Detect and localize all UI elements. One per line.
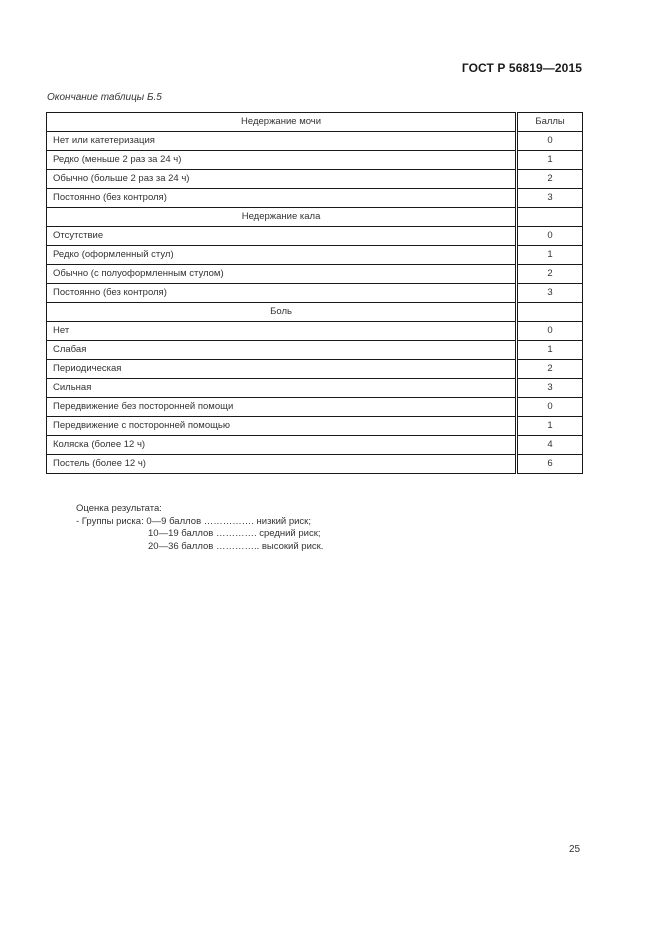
table-row [47, 455, 583, 474]
row-score: 3 [517, 284, 583, 303]
row-score: 2 [517, 360, 583, 379]
row-score: 3 [517, 189, 583, 208]
table-row [47, 436, 583, 455]
row-score: 1 [517, 151, 583, 170]
notes-title-row [76, 503, 323, 516]
score-column-header: Баллы [517, 113, 583, 132]
risk-groups-prefix: - Группы риска: [76, 515, 147, 527]
row-score: 6 [517, 455, 583, 474]
table-row [47, 417, 583, 436]
score-table [46, 112, 583, 474]
row-label: Редко (оформленный стул) [47, 246, 517, 265]
result-evaluation-notes [76, 503, 323, 553]
risk-group-row [76, 528, 323, 541]
section-title: Недержание мочи [47, 113, 517, 132]
notes-title: Оценка результата: [76, 503, 162, 514]
row-score: 1 [517, 341, 583, 360]
page-number: 25 [569, 844, 581, 855]
row-label: Постоянно (без контроля) [47, 189, 517, 208]
section-score-empty [517, 208, 583, 227]
table-row [47, 227, 583, 246]
row-label: Обычно (с полуоформленным стулом) [47, 265, 517, 284]
section-score-empty [517, 303, 583, 322]
row-score: 1 [517, 417, 583, 436]
risk-group-row [76, 516, 323, 529]
row-label: Отсутствие [47, 227, 517, 246]
row-score: 0 [517, 227, 583, 246]
row-label: Периодическая [47, 360, 517, 379]
table-row [47, 322, 583, 341]
indent-spacer [76, 541, 148, 554]
risk-group-high: 20—36 баллов ………….. высокий риск. [148, 540, 324, 552]
table-row [47, 284, 583, 303]
indent-spacer [76, 528, 148, 541]
row-score: 0 [517, 398, 583, 417]
row-label: Обычно (больше 2 раз за 24 ч) [47, 170, 517, 189]
row-label: Передвижение без посторонней помощи [47, 398, 517, 417]
section-header-row [47, 208, 583, 227]
row-label: Нет [47, 322, 517, 341]
row-score: 0 [517, 132, 583, 151]
table-row [47, 246, 583, 265]
risk-group-low: 0—9 баллов ……………. низкий риск; [146, 515, 311, 527]
section-title: Недержание кала [47, 208, 517, 227]
row-label: Нет или катетеризация [47, 132, 517, 151]
row-score: 2 [517, 170, 583, 189]
row-score: 3 [517, 379, 583, 398]
table-row [47, 265, 583, 284]
row-score: 4 [517, 436, 583, 455]
risk-group-medium: 10—19 баллов …………. средний риск; [148, 528, 321, 539]
section-title: Боль [47, 303, 517, 322]
row-label: Коляска (более 12 ч) [47, 436, 517, 455]
table-row [47, 151, 583, 170]
section-header-row [47, 113, 583, 132]
row-score: 2 [517, 265, 583, 284]
table-caption: Окончание таблицы Б.5 [47, 92, 162, 103]
risk-group-row [76, 541, 323, 554]
row-label: Постоянно (без контроля) [47, 284, 517, 303]
table-row [47, 398, 583, 417]
document-standard-number: ГОСТ Р 56819—2015 [461, 61, 582, 75]
table-row [47, 189, 583, 208]
table-row [47, 132, 583, 151]
table-row [47, 341, 583, 360]
row-label: Постель (более 12 ч) [47, 455, 517, 474]
table-row [47, 170, 583, 189]
table-row [47, 379, 583, 398]
row-score: 1 [517, 246, 583, 265]
row-label: Слабая [47, 341, 517, 360]
section-header-row [47, 303, 583, 322]
row-score: 0 [517, 322, 583, 341]
row-label: Передвижение с посторонней помощью [47, 417, 517, 436]
row-label: Сильная [47, 379, 517, 398]
row-label: Редко (меньше 2 раз за 24 ч) [47, 151, 517, 170]
table-row [47, 360, 583, 379]
